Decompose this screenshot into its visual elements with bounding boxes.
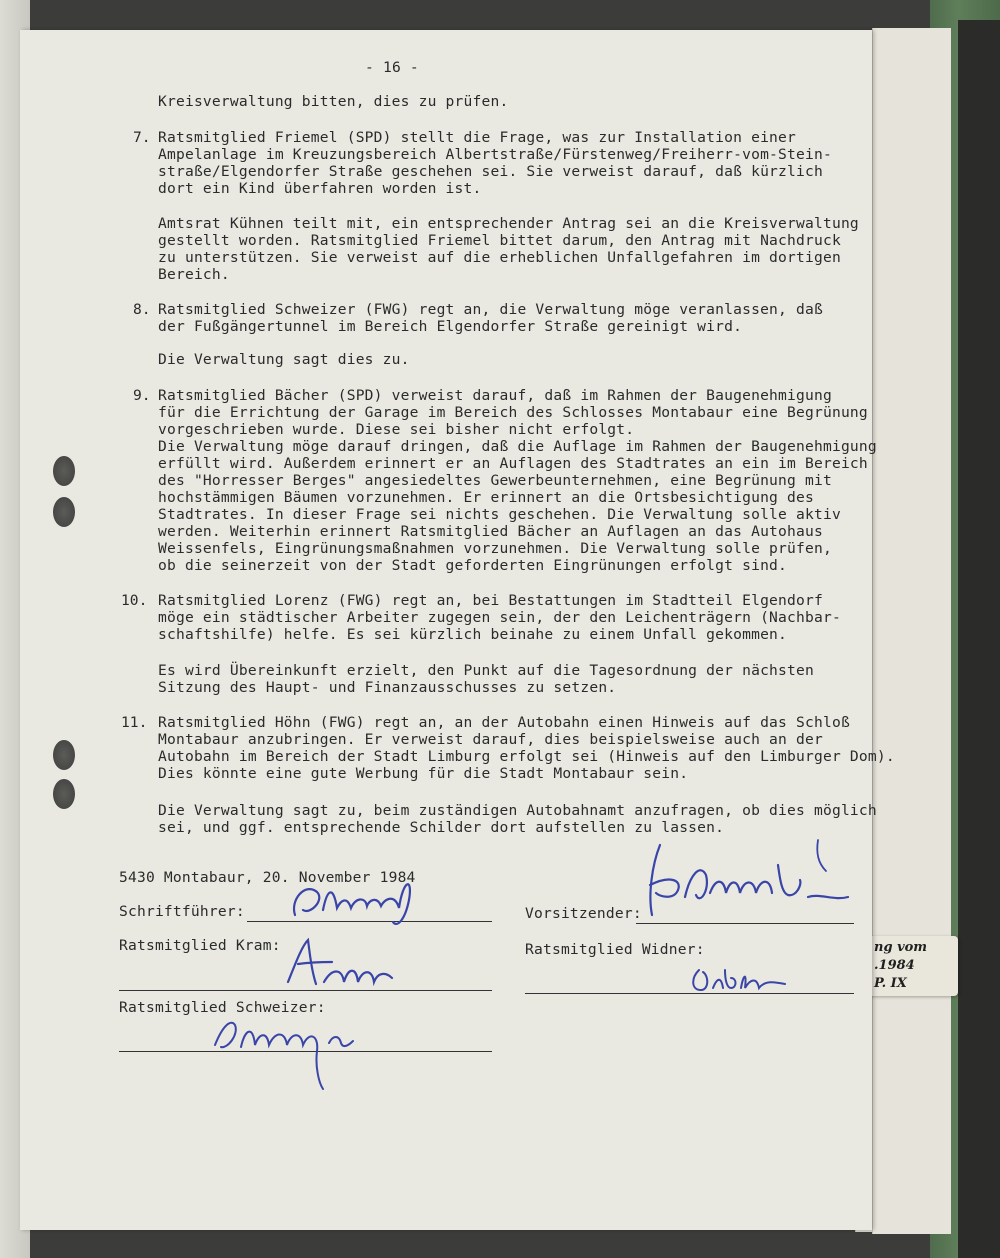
handwritten-signature [282,932,402,992]
paragraph-line: des "Horresser Berges" angesiedeltes Gewerbeunternehmen, eine Begrünung mit [158,472,832,489]
paragraph-line: Montabaur anzubringen. Er verweist darauf, dies beispielsweise auch an der [158,731,823,748]
paragraph-line: Ratsmitglied Schweizer (FWG) regt an, die Verwaltung möge veranlassen, daß [158,301,823,318]
item-number: 9. [133,387,151,404]
paragraph-line: gestellt worden. Ratsmitglied Friemel bittet darum, den Antrag mit Nachdruck [158,232,841,249]
index-tab-line: .1984 [874,958,915,973]
item-number: 8. [133,301,151,318]
paragraph-line: werden. Weiterhin erinnert Ratsmitglied Bächer an Auflagen an das Autohaus [158,523,823,540]
paragraph-line: Ratsmitglied Friemel (SPD) stellt die Frage, was zur Installation einer [158,129,797,146]
paragraph-line: Ratsmitglied Bächer (SPD) verweist darauf, daß im Rahmen der Baugenehmigung [158,387,832,404]
intro-line: Kreisverwaltung bitten, dies zu prüfen. [158,93,509,110]
signature-label-kram: Ratsmitglied Kram: [119,937,281,954]
paragraph-line: möge ein städtischer Arbeiter zugegen sein, der den Leichenträgern (Nachbar- [158,609,841,626]
signature-label-widner: Ratsmitglied Widner: [525,941,705,958]
paragraph-line: Amtsrat Kühnen teilt mit, ein entsprechender Antrag sei an die Kreisverwaltung [158,215,859,232]
paragraph-line: Autobahn im Bereich der Stadt Limburg erfolgt sei (Hinweis auf den Limburger Dom). [158,748,895,765]
handwritten-signature [685,960,805,1000]
punch-hole [53,740,75,770]
item-number: 7. [133,129,151,146]
paragraph-line: Ratsmitglied Lorenz (FWG) regt an, bei Bestattungen im Stadtteil Elgendorf [158,592,823,609]
item-number: 11. [121,714,148,731]
paragraph-line: Stadtrates. In dieser Frage sei nichts geschehen. Die Verwaltung solle aktiv [158,506,841,523]
index-tab-line: P. IX [874,976,907,991]
paragraph-line: Die Verwaltung möge darauf dringen, daß die Auflage im Rahmen der Baugenehmigung [158,438,877,455]
paragraph-line: Sitzung des Haupt- und Finanzausschusses zu setzen. [158,679,617,696]
handwritten-signature [630,835,860,925]
paragraph-line: sei, und ggf. entsprechende Schilder dort aufstellen zu lassen. [158,819,725,836]
index-tab [868,936,958,996]
paragraph-line: schaftshilfe) helfe. Es sei kürzlich beinahe zu einem Unfall gekommen. [158,626,788,643]
handwritten-signature [205,1005,375,1095]
paragraph-line: vorgeschrieben wurde. Diese sei bisher nicht erfolgt. [158,421,635,438]
paragraph-line: dort ein Kind überfahren worden ist. [158,180,482,197]
paragraph-line: hochstämmigen Bäumen vorzunehmen. Er erinnert an die Ortsbesichtigung des [158,489,814,506]
binder-spine [958,20,1000,1258]
item-number: 10. [121,592,148,609]
paragraph-line: zu unterstützen. Sie verweist auf die erheblichen Unfallgefahren im dortigen [158,249,841,266]
place-date: 5430 Montabaur, 20. November 1984 [119,869,416,886]
paragraph-line: Weissenfels, Eingrünungsmaßnahmen vorzunehmen. Die Verwaltung solle prüfen, [158,540,832,557]
paragraph-line: Bereich. [158,266,230,283]
page-number: - 16 - [365,59,419,76]
paragraph-line: Ratsmitglied Höhn (FWG) regt an, an der Autobahn einen Hinweis auf das Schloß [158,714,850,731]
signature-label-schriftfuehrer: Schriftführer: [119,903,245,920]
paragraph-line: ob die seinerzeit von der Stadt geforderten Eingrünungen erfolgt sind. [158,557,788,574]
signature-label-vorsitzender: Vorsitzender: [525,905,642,922]
paragraph-line: Dies könnte eine gute Werbung für die Stadt Montabaur sein. [158,765,689,782]
punch-hole [53,779,75,809]
paragraph-line: Die Verwaltung sagt dies zu. [158,351,410,368]
index-tab-line: ng vom [874,940,928,955]
paragraph-line: Die Verwaltung sagt zu, beim zuständigen Autobahnamt anzufragen, ob dies möglich [158,802,877,819]
punch-hole [53,456,75,486]
paragraph-line: Es wird Übereinkunft erzielt, den Punkt auf die Tagesordnung der nächsten [158,662,814,679]
paragraph-line: der Fußgängertunnel im Bereich Elgendorfer Straße gereinigt wird. [158,318,743,335]
punch-hole [53,497,75,527]
paragraph-line: Ampelanlage im Kreuzungsbereich Albertstraße/Fürstenweg/Freiherr-vom-Stein- [158,146,832,163]
page-behind [872,28,951,1234]
handwritten-signature [285,870,445,930]
paragraph-line: straße/Elgendorfer Straße geschehen sei. Sie verweist darauf, daß kürzlich [158,163,823,180]
signature-label-schweizer: Ratsmitglied Schweizer: [119,999,326,1016]
paragraph-line: erfüllt wird. Außerdem erinnert er an Auflagen des Stadtrates an ein im Bereich [158,455,868,472]
paragraph-line: für die Errichtung der Garage im Bereich des Schlosses Montabaur eine Begrünung [158,404,868,421]
